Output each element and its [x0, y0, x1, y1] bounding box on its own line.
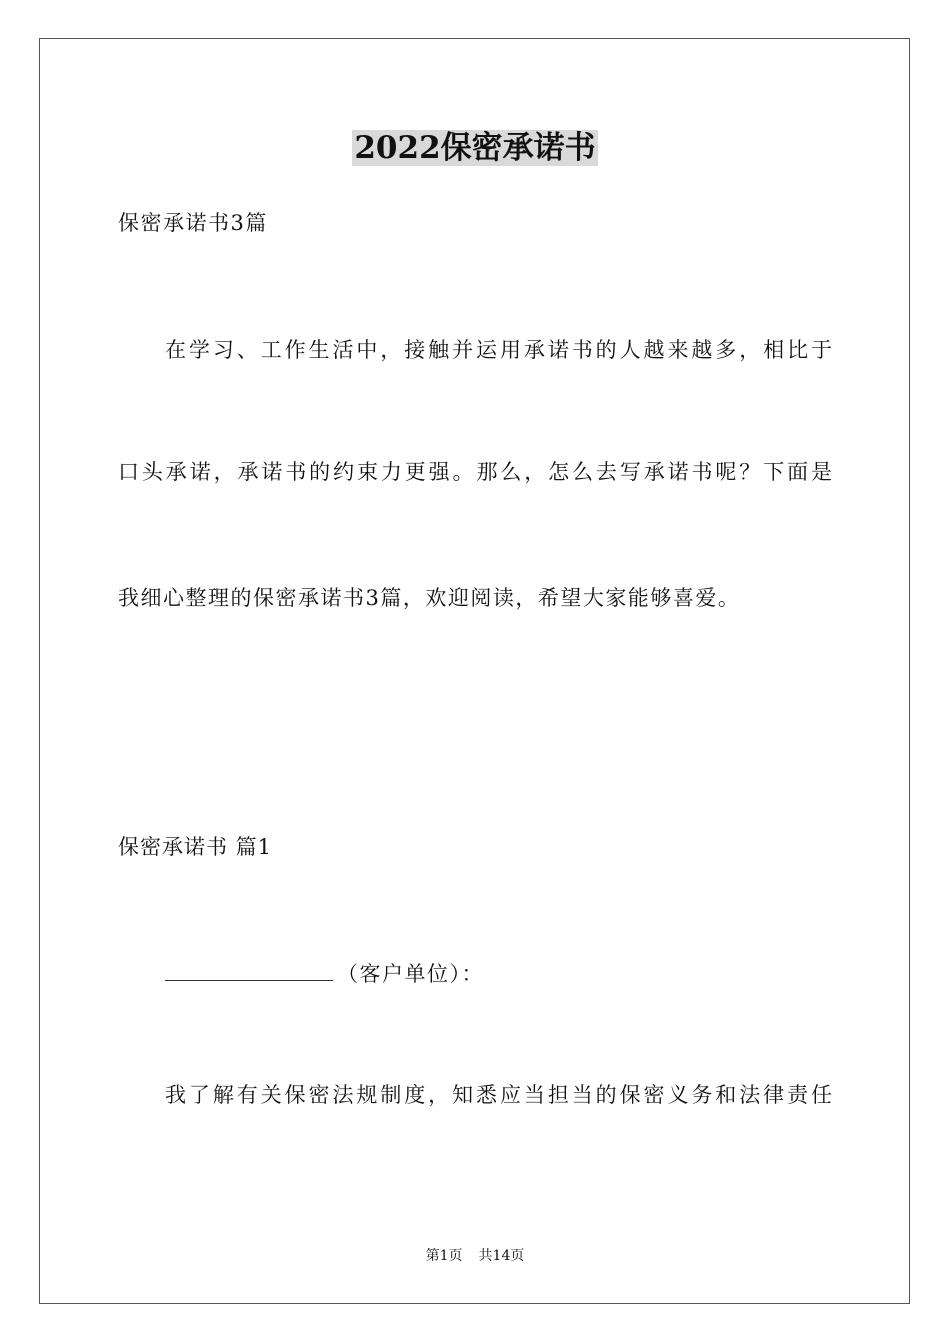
body-line-1: 我了解有关保密法规制度，知悉应当担当的保密义务和法律责任 [165, 1083, 832, 1107]
addressee-blank [165, 958, 333, 981]
document-title [0, 126, 950, 170]
page-total: 共14页 [478, 1248, 525, 1264]
addressee-line [165, 958, 484, 989]
page-number: 第1页 [425, 1248, 463, 1264]
document-title-text: 2022保密承诺书 [354, 130, 596, 166]
intro-line-1: 在学习、工作生活中，接触并运用承诺书的人越来越多，相比于 [165, 338, 832, 362]
document-subtitle: 保密承诺书3篇 [118, 211, 268, 235]
page-footer [0, 1246, 950, 1266]
section-heading: 保密承诺书 篇1 [118, 835, 273, 859]
intro-line-2: 口头承诺，承诺书的约束力更强。那么，怎么去写承诺书呢？下面是 [118, 460, 832, 484]
intro-line-3: 我细心整理的保密承诺书3篇，欢迎阅读，希望大家能够喜爱。 [118, 586, 741, 610]
addressee-suffix: （客户单位）： [337, 962, 484, 986]
